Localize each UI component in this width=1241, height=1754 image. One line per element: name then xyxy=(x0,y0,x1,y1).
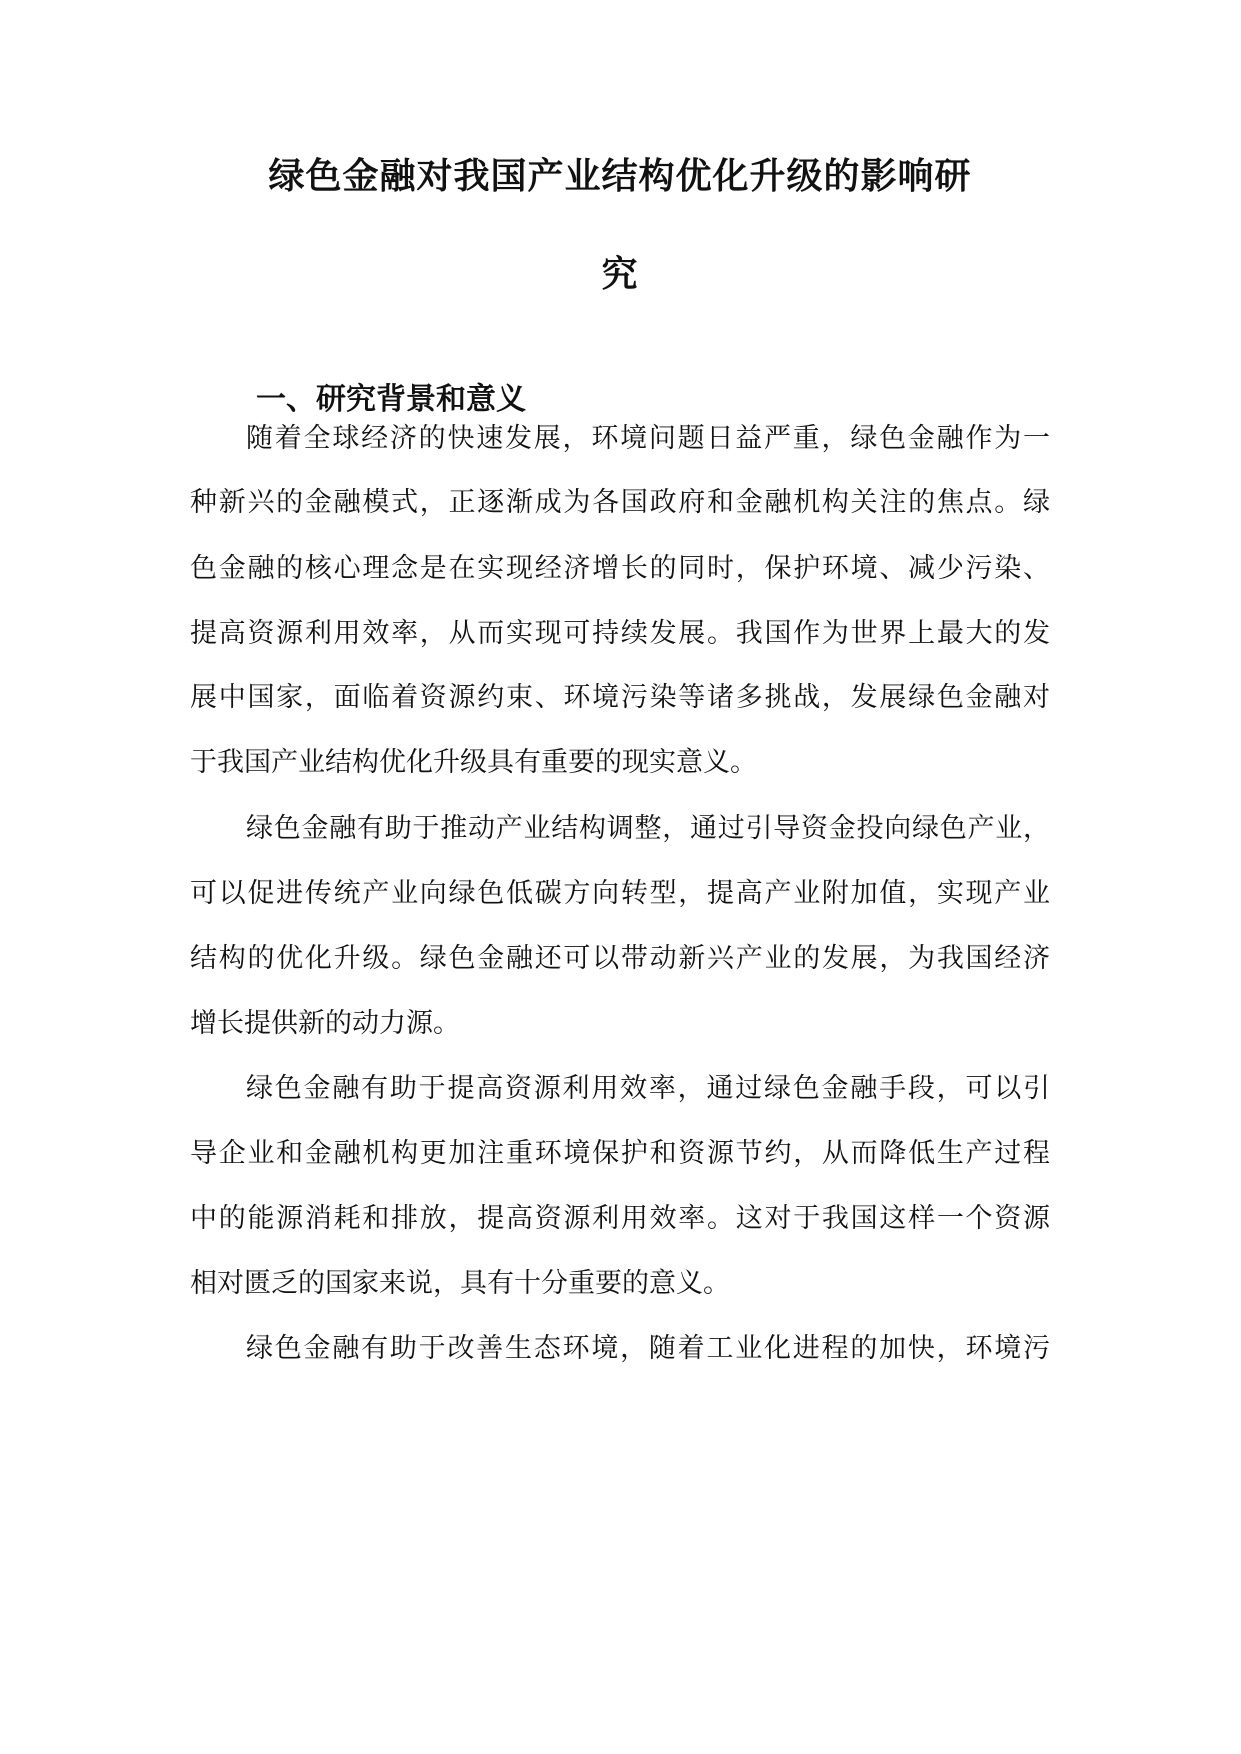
paragraph-line: 导企业和金融机构更加注重环境保护和资源节约，从而降低生产过程 xyxy=(190,1138,1050,1169)
paragraph-line: 可以促进传统产业向绿色低碳方向转型，提高产业附加值，实现产业 xyxy=(190,878,1050,909)
paragraph-line: 展中国家，面临着资源约束、环境污染等诸多挑战，发展绿色金融对 xyxy=(190,682,1050,713)
paragraph-line: 增长提供新的动力源。 xyxy=(190,1008,460,1039)
paragraph-line: 绿色金融有助于提高资源利用效率，通过绿色金融手段，可以引 xyxy=(246,1073,1050,1104)
section-heading: 一、研究背景和意义 xyxy=(256,382,526,417)
paragraph-line: 种新兴的金融模式，正逐渐成为各国政府和金融机构关注的焦点。绿 xyxy=(190,487,1050,518)
paragraph-line: 相对匮乏的国家来说，具有十分重要的意义。 xyxy=(190,1268,730,1299)
document-title-line-1: 绿色金融对我国产业结构优化升级的影响研 xyxy=(268,155,972,197)
paragraph-line: 提高资源利用效率，从而实现可持续发展。我国作为世界上最大的发 xyxy=(190,618,1050,649)
paragraph-line: 绿色金融有助于推动产业结构调整，通过引导资金投向绿色产业， xyxy=(246,813,1050,844)
paragraph-line: 于我国产业结构优化升级具有重要的现实意义。 xyxy=(190,747,757,778)
paragraph-line: 结构的优化升级。绿色金融还可以带动新兴产业的发展，为我国经济 xyxy=(190,943,1050,974)
paragraph-line: 随着全球经济的快速发展，环境问题日益严重，绿色金融作为一 xyxy=(246,423,1050,454)
paragraph-line: 中的能源消耗和排放，提高资源利用效率。这对于我国这样一个资源 xyxy=(190,1203,1050,1234)
document-title-line-2: 究 xyxy=(601,253,639,295)
paragraph-line: 色金融的核心理念是在实现经济增长的同时，保护环境、减少污染、 xyxy=(190,553,1050,584)
paragraph-line: 绿色金融有助于改善生态环境，随着工业化进程的加快，环境污 xyxy=(246,1333,1050,1364)
